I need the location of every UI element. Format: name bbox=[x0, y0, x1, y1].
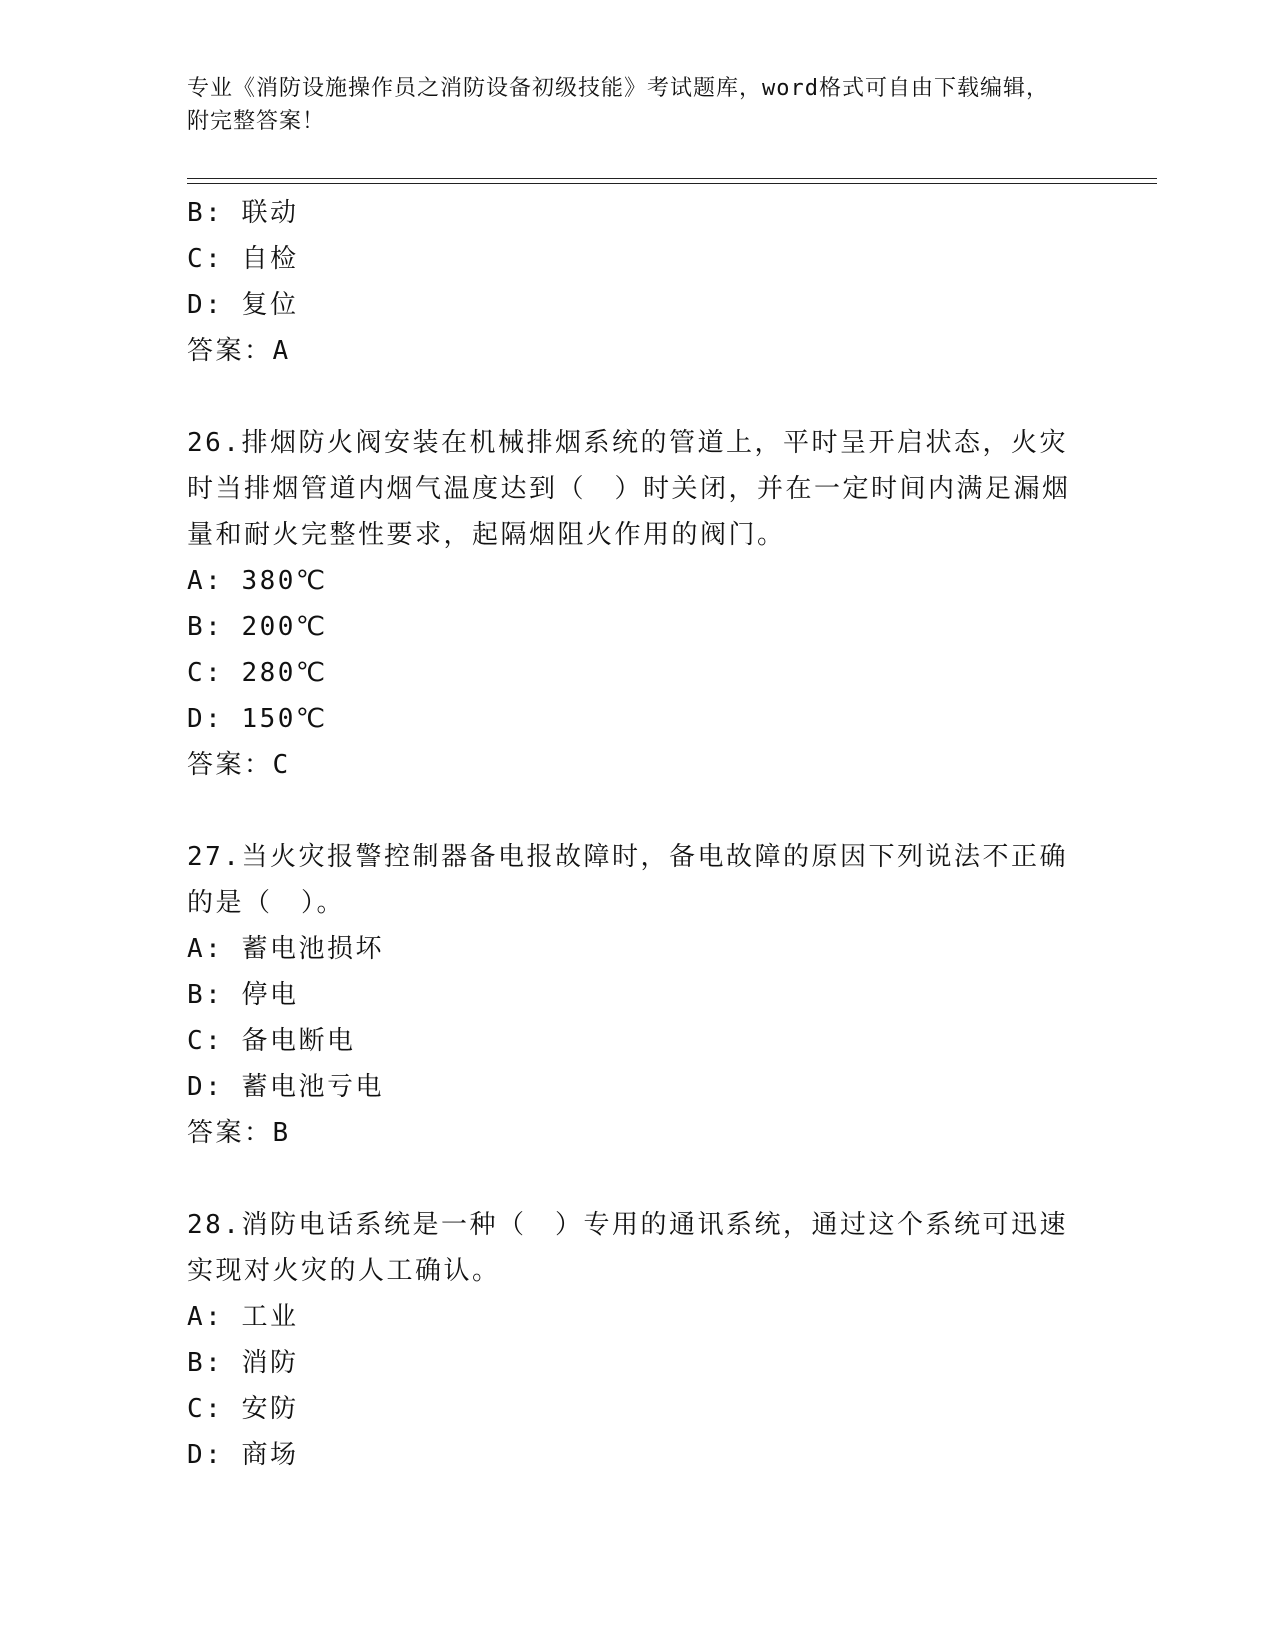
option-c: C: 自检 bbox=[187, 244, 299, 274]
option-b: B: 停电 bbox=[187, 980, 299, 1010]
option-c: C: 280℃ bbox=[187, 658, 328, 688]
answer-line: 答案：B bbox=[187, 1118, 291, 1148]
option-a: A: 工业 bbox=[187, 1302, 299, 1332]
question-28-stem: 28.消防电话系统是一种（ ）专用的通讯系统，通过这个系统可迅速实现对火灾的人工确认。 bbox=[187, 1210, 1068, 1286]
option-b: B: 200℃ bbox=[187, 612, 328, 642]
answer-line: 答案：C bbox=[187, 750, 291, 780]
page-header: 专业《消防设施操作员之消防设备初级技能》考试题库，word格式可自由下载编辑，附完整答案！ bbox=[187, 76, 1049, 134]
question-content bbox=[187, 190, 1087, 1478]
question-26-stem: 26.排烟防火阀安装在机械排烟系统的管道上，平时呈开启状态，火灾时当排烟管道内烟气温度达到（ ）时关闭，并在一定时间内满足漏烟量和耐火完整性要求，起隔烟阻火作用的阀门。 bbox=[187, 428, 1071, 550]
option-b: B: 联动 bbox=[187, 198, 299, 228]
answer-line: 答案：A bbox=[187, 336, 291, 366]
option-b: B: 消防 bbox=[187, 1348, 299, 1378]
option-d: D: 150℃ bbox=[187, 704, 328, 734]
option-d: D: 商场 bbox=[187, 1440, 299, 1470]
question-27-stem: 27.当火灾报警控制器备电报故障时，备电故障的原因下列说法不正确的是（ ）。 bbox=[187, 842, 1068, 918]
option-a: A: 蓄电池损坏 bbox=[187, 934, 384, 964]
option-c: C: 安防 bbox=[187, 1394, 299, 1424]
option-d: D: 蓄电池亏电 bbox=[187, 1072, 384, 1102]
option-d: D: 复位 bbox=[187, 290, 299, 320]
option-a: A: 380℃ bbox=[187, 566, 328, 596]
header-rule-top bbox=[187, 178, 1157, 179]
option-c: C: 备电断电 bbox=[187, 1026, 356, 1056]
header-rule-bottom bbox=[187, 183, 1157, 184]
